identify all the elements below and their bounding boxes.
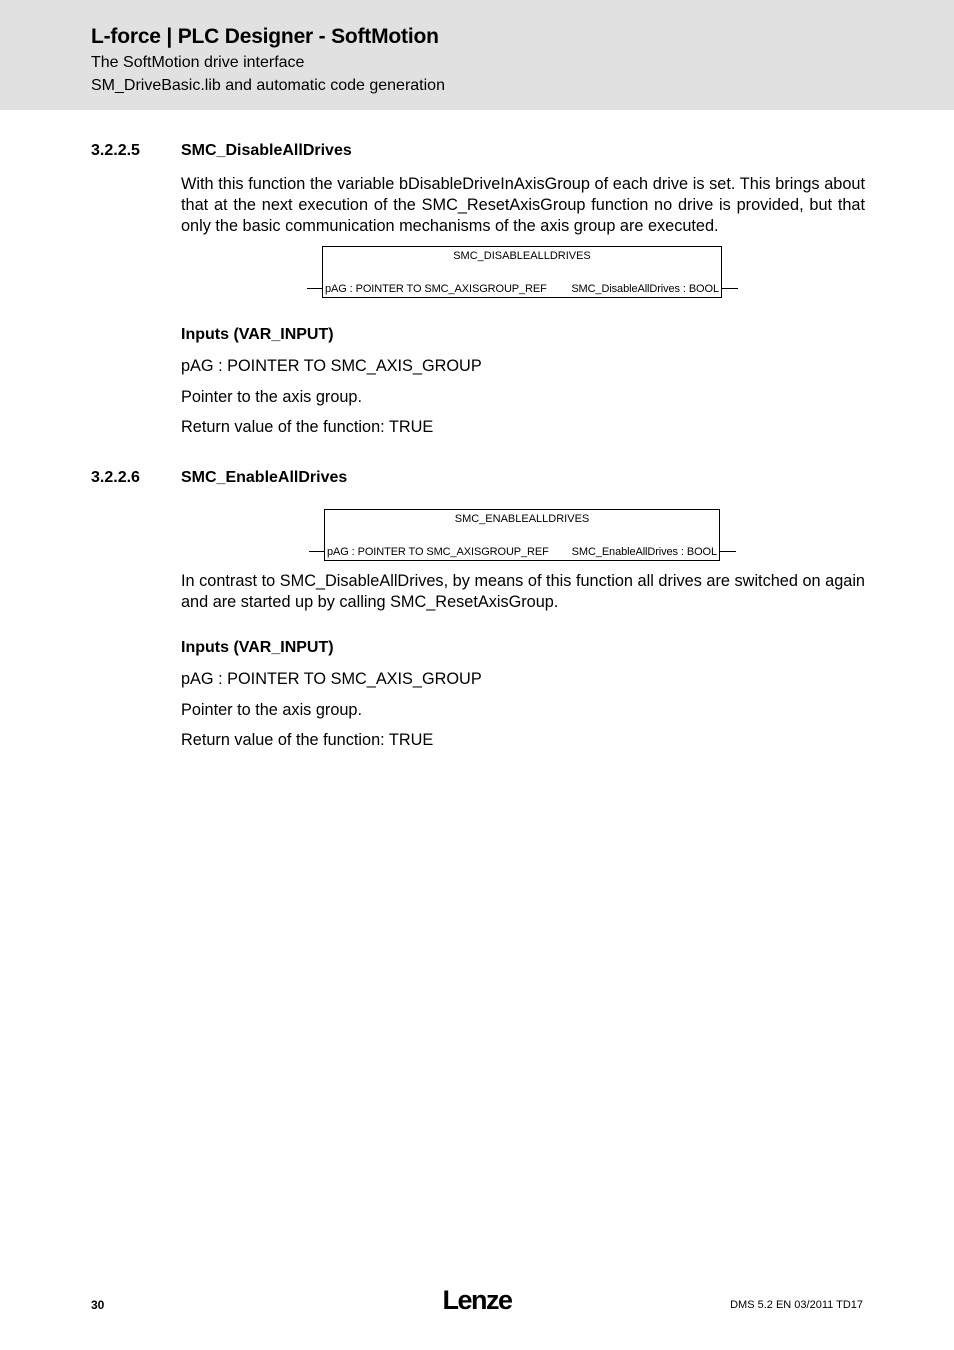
document-id: DMS 5.2 EN 03/2011 TD17 <box>730 1299 863 1311</box>
input-connector-line <box>309 551 325 552</box>
input-description: Pointer to the axis group. <box>181 388 363 406</box>
function-block-diagram <box>322 246 722 298</box>
return-value: Return value of the function: TRUE <box>181 731 434 749</box>
input-parameter: pAG : POINTER TO SMC_AXIS_GROUP <box>181 670 482 688</box>
function-block-output: SMC_EnableAllDrives : BOOL <box>571 546 717 558</box>
function-block-diagram <box>324 509 720 561</box>
document-title: L-force | PLC Designer - SoftMotion <box>91 25 439 48</box>
section-description: With this function the variable bDisableDriveInAxisGroup of each drive is set. This brings about that at the next execution of the SMC_ResetAxisGroup function no drive is provided, but that only the basic communication mechanisms of the axis group are executed. <box>181 175 865 235</box>
section-number: 3.2.2.5 <box>91 142 140 159</box>
function-block-output: SMC_DisableAllDrives : BOOL <box>571 283 719 295</box>
page-number: 30 <box>91 1298 105 1312</box>
function-block-name: SMC_ENABLEALLDRIVES <box>454 513 590 525</box>
return-value: Return value of the function: TRUE <box>181 418 434 436</box>
inputs-heading: Inputs (VAR_INPUT) <box>181 639 334 656</box>
inputs-heading: Inputs (VAR_INPUT) <box>181 326 334 343</box>
input-parameter: pAG : POINTER TO SMC_AXIS_GROUP <box>181 357 482 375</box>
function-block-name: SMC_DISABLEALLDRIVES <box>453 250 591 262</box>
chapter-subtitle: The SoftMotion drive interface <box>91 54 305 71</box>
page-header <box>0 0 954 110</box>
input-description: Pointer to the axis group. <box>181 701 363 719</box>
lenze-logo <box>437 1284 517 1316</box>
section-title: SMC_DisableAllDrives <box>181 142 352 159</box>
function-block-input: pAG : POINTER TO SMC_AXISGROUP_REF <box>327 546 549 558</box>
function-block-input: pAG : POINTER TO SMC_AXISGROUP_REF <box>325 283 547 295</box>
section-title: SMC_EnableAllDrives <box>181 469 348 486</box>
output-connector-line <box>722 288 738 289</box>
output-connector-line <box>720 551 736 552</box>
section-number: 3.2.2.6 <box>91 469 140 486</box>
section-subtitle: SM_DriveBasic.lib and automatic code generation <box>91 77 445 94</box>
svg-text:Lenze: Lenze <box>442 1285 512 1315</box>
section-description: In contrast to SMC_DisableAllDrives, by means of this function all drives are switched on again and are started up by calling SMC_ResetAxisGroup. <box>181 572 865 611</box>
input-connector-line <box>307 288 323 289</box>
